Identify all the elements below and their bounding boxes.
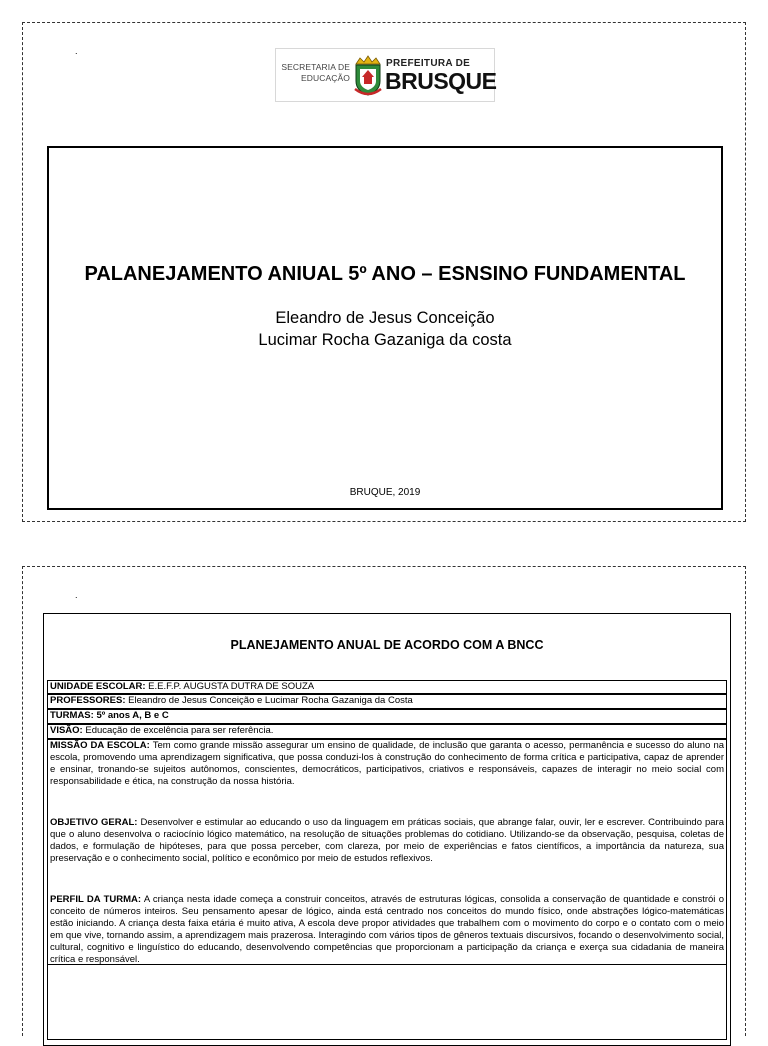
perfil-label: PERFIL DA TURMA: (50, 894, 142, 905)
perfil-block (50, 894, 724, 966)
bncc-title: PLANEJAMENTO ANUAL DE ACORDO COM A BNCC (230, 638, 544, 652)
brusque-coat-of-arms-icon (353, 55, 383, 97)
turmas-row (47, 709, 727, 724)
unidade-row (47, 680, 727, 694)
bncc-table (43, 613, 731, 1046)
perfil-text: A criança nesta idade começa a construir conceitos, através de estruturas lógicas, consolida a conservação de quantidade e constrói o conceito de números inteiros. Seu pensamento apesar de lógico, ainda está centrado nos conceitos do mundo físico, onde abstrações lógico-matemáticas estão iniciando. A criança desta faixa etária é muito ativa, A escola deve propor atividades que trabalhem com o movimento do corpo e o contato com o meio em que vive, tornando assim, a aprendizagem mais prazerosa. Interagindo com vários tipos de gêneros textuais discursivos, focando o desenvolvimento social, cultural, cognitivo e linguístico do educando, desenvolvendo competências que proporcionam a participação da criança e exerça sua cidadania de maneira crítica e responsável. (50, 894, 724, 965)
unidade-label: UNIDADE ESCOLAR: (50, 681, 146, 692)
cover-footer: BRUQUE, 2019 (349, 487, 421, 498)
empty-row (47, 964, 727, 1040)
professores-value: Eleandro de Jesus Conceição e Lucimar Rocha Gazaniga da Costa (128, 695, 413, 706)
city-name: BRUSQUE (385, 68, 497, 94)
page-dot: . (75, 590, 78, 600)
cover-title: PALANEJAMENTO ANIUAL 5º ANO – ESNSINO FUNDAMENTAL (84, 263, 686, 285)
unidade-value: E.E.F.P. AUGUSTA DUTRA DE SOUZA (148, 681, 315, 692)
missao-block (50, 740, 724, 788)
professores-row (47, 694, 727, 709)
page-dot: . (75, 46, 78, 56)
cover-box (47, 146, 723, 510)
bncc-page (22, 566, 746, 1036)
missao-label: MISSÃO DA ESCOLA: (50, 740, 150, 751)
objetivo-text: Desenvolver e estimular ao educando o uso da linguagem em práticas sociais, que abrange falar, ouvir, ler e escrever. Contribuindo para que o aluno desenvolva o raciocínio lógico matemático, na resolução de situações problemas do cotidiano. Utilizando-se da observação, pesquisa, coletas de dados, e formulação de hipóteses, para que possa perceber, com clareza, por meio de experiências e fatos científicos, a importância da natureza, sua preservação e o conhecimento social, político e econômico por meio de estudos reflexivos. (50, 817, 725, 864)
missao-text: Tem como grande missão assegurar um ensino de qualidade, de inclusão que garanta o acesso, permanência e sucesso do aluno na escola, promovendo uma aprendizagem significativa, que possa conduzi-los à construção do conhecimento de forma crítica e participativa, capaz de aprender e ensinar, tronando-se sujeitos autônomos, conscientes, democráticos, participativos, criativos e responsáveis, capazes de interagir no meio social com responsabilidade e ética, na construção da nossa história. (50, 740, 725, 787)
visao-value: Educação de excelência para ser referência. (85, 725, 274, 736)
objetivo-block (50, 817, 724, 865)
objetivo-label: OBJETIVO GERAL: (50, 817, 138, 828)
visao-label: VISÃO: (50, 725, 83, 736)
cover-page (22, 22, 746, 522)
cover-author-2: Lucimar Rocha Gazaniga da costa (258, 331, 512, 349)
prefeitura-label: PREFEITURA DE (386, 58, 471, 69)
content-cell (47, 739, 727, 964)
cover-author-1: Eleandro de Jesus Conceição (275, 309, 495, 327)
secretaria-label: SECRETARIA DE EDUCAÇÃO (281, 62, 350, 83)
prefeitura-logo (275, 48, 495, 102)
turmas-label: TURMAS: 5º anos A, B e C (50, 710, 169, 721)
professores-label: PROFESSORES: (50, 695, 126, 706)
visao-row (47, 724, 727, 739)
